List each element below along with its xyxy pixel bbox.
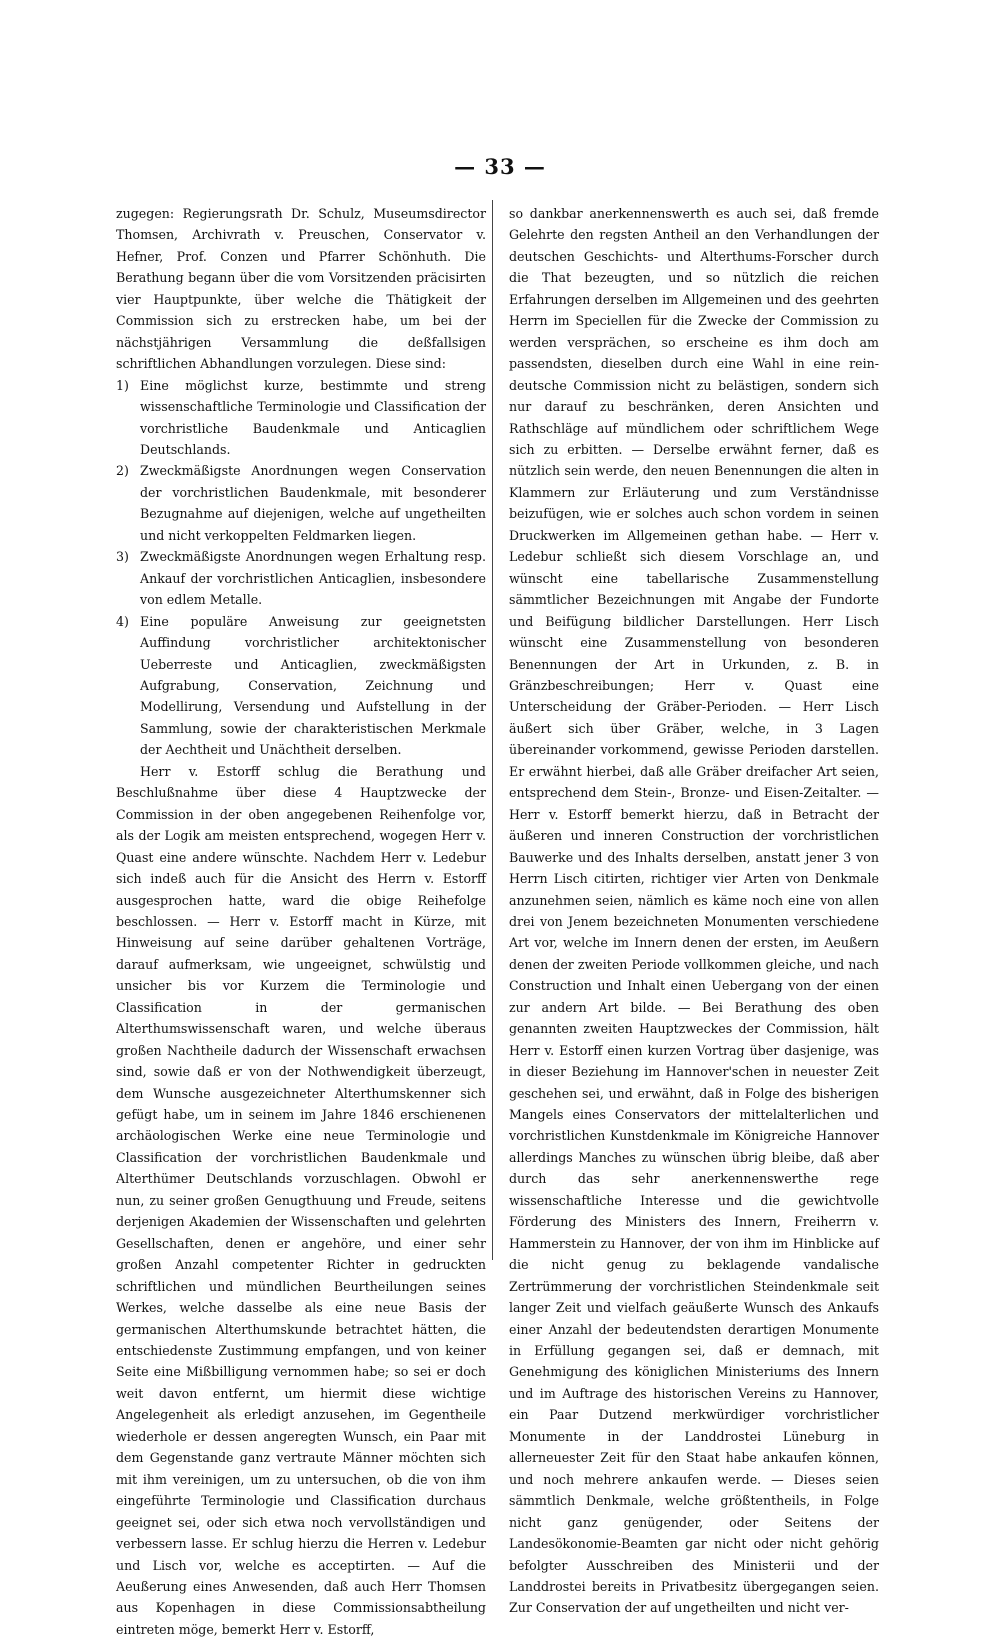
list-item-number: 3) (116, 549, 129, 565)
intro-paragraph: zugegen: Regierungsrath Dr. Schulz, Museumsdirector Thomsen, Archivrath v. Preuschen, Conservator v. Hefner, Prof. Conzen und Pfarrer Schönhuth. Die Berathung begann über die vom Vorsitzenden präcisirten vier Hauptpunkte, über welche die Thätigkeit der Commission sich zu erstrecken habe, um bei der nächstjährigen Versammlung die deßfallsigen schriftlichen Abhandlungen vorzulegen. Diese sind: (116, 206, 486, 372)
list-item-number: 1) (116, 377, 129, 393)
list-item (116, 460, 486, 546)
point-list (116, 375, 486, 761)
list-item (116, 546, 486, 610)
list-item (116, 375, 486, 461)
column-rule (492, 200, 493, 1260)
list-item-text: Eine möglichst kurze, bestimmte und streng wissenschaftliche Terminologie und Classification der vorchristliche Baudenkmale und Anticaglien Deutschlands. (140, 377, 486, 457)
list-item-number: 2) (116, 463, 129, 479)
list-item-text: Eine populäre Anweisung zur geeignetsten Auffindung vorchristlicher architektonischer Ueberreste und Anticaglien, zweckmäßigsten Aufgrabung, Conservation, Zeichnung und Modellirung, Versendung und Aufstellung in der Sammlung, sowie der charakteristischen Merkmale der Aechtheit und Unächtheit derselben. (140, 613, 486, 758)
list-item-text: Zweckmäßigste Anordnungen wegen Erhaltung resp. Ankauf der vorchristlichen Anticaglien, insbesondere von edlem Metalle. (140, 549, 486, 608)
list-item-number: 4) (116, 613, 129, 629)
left-column (116, 203, 486, 1640)
list-item (116, 611, 486, 761)
page-number: — 33 — (454, 154, 546, 179)
list-item-text: Zweckmäßigste Anordnungen wegen Conservation der vorchristlichen Baudenkmale, mit besonderer Bezugnahme auf diejenigen, welche auf ungetheilten und nicht verkoppelten Feldmarken liegen. (140, 463, 486, 543)
right-column (509, 203, 879, 1619)
body-paragraph: Herr v. Estorff schlug die Berathung und Beschlußnahme über diese 4 Hauptzwecke der Commission in der oben angegebenen Reihenfolge vor, als der Logik am meisten entsprechend, wogegen Herr v. Quast eine andere wünschte. Nachdem Herr v. Ledebur sich indeß auch für die Ansicht des Herrn v. Estorff ausgesprochen hatte, ward die obige Reihefolge beschlossen. — Herr v. Estorff macht in Kürze, mit Hinweisung auf seine darüber gehaltenen Vorträge, darauf aufmerksam, wie ungeeignet, schwülstig und unsicher bis vor Kurzem die Terminologie und Classification in der germanischen Alterthumswissenschaft waren, und welche überaus großen Nachtheile dadurch der Wissenschaft erwachsen sind, sowie daß er von der Nothwendigkeit überzeugt, dem Wunsche ausgezeichneter Alterthumskenner sich gefügt habe, um in seinem im Jahre 1846 erschienenen archäologischen Werke eine neue Terminologie und Classification der vorchristlichen Baudenkmale und Alterthümer Deutschlands vorzuschlagen. Obwohl er nun, zu seiner großen Genugthuung und Freude, seitens derjenigen Akademien der Wissenschaften und gelehrten Gesellschaften, denen er angehöre, und einer sehr großen Anzahl competenter Richter in gedruckten schriftlichen und mündlichen Beurtheilungen seines Werkes, welche dasselbe als eine neue Basis der germanischen Alterthumskunde betrachtet hätten, die entschiedenste Zustimmung empfangen, und von keiner Seite eine Mißbilligung vernommen habe; so sei er doch weit davon entfernt, um hiermit diese wichtige Angelegenheit als erledigt anzusehen, im Gegentheile wiederhole er dessen angeregten Wunsch, ein Paar mit dem Gegenstande ganz vertraute Männer möchten sich mit ihm vereinigen, um zu untersuchen, ob die von ihm eingeführte Terminologie und Classification durchaus geeignet sei, oder sich etwa noch vervollständigen und verbessern lasse. Er schlug hierzu die Herren v. Ledebur und Lisch vor, welche es acceptirten. — Auf die Aeußerung eines Anwesenden, daß auch Herr Thomsen aus Kopenhagen in diese Commissionsabtheilung eintreten möge, bemerkt Herr v. Estorff, (116, 763, 486, 1637)
body-paragraph: so dankbar anerkennenswerth es auch sei, daß fremde Gelehrte den regsten Antheil an den Verhandlungen der deutschen Geschichts- und Alterthums-Forscher durch die That bezeugten, und so nützlich die reichen Erfahrungen derselben im Allgemeinen und des geehrten Herrn im Speciellen für die Zwecke der Commission zu werden versprächen, so erscheine es ihm doch am passendsten, dieselben durch eine Wahl in eine rein-deutsche Commission nicht zu belästigen, sondern sich nur darauf zu beschränken, deren Ansichten und Rathschläge auf mündlichem oder schriftlichem Wege sich zu erbitten. — Derselbe erwähnt ferner, daß es nützlich sein werde, den neuen Benennungen die alten in Klammern zur Erläuterung und zum Verständnisse beizufügen, wie er solches auch schon vordem in seinen Druckwerken im Allgemeinen gethan habe. — Herr v. Ledebur schließt sich diesem Vorschlage an, und wünscht eine tabellarische Zusammenstellung sämmtlicher Bezeichnungen mit Angabe der Fundorte und Beifügung bildlicher Darstellungen. Herr Lisch wünscht eine Zusammenstellung von besonderen Benennungen der Art in Urkunden, z. B. in Gränzbeschreibungen; Herr v. Quast eine Unterscheidung der Gräber-Perioden. — Herr Lisch äußert sich über Gräber, welche, in 3 Lagen übereinander vorkommend, gewisse Perioden darstellen. Er erwähnt hierbei, daß alle Gräber dreifacher Art seien, entsprechend dem Stein-, Bronze- und Eisen-Zeitalter. — Herr v. Estorff bemerkt hierzu, daß in Betracht der äußeren und inneren Construction der vorchristlichen Bauwerke und des Inhalts derselben, anstatt jener 3 von Herrn Lisch citirten, richtiger vier Arten von Denkmale anzunehmen seien, nämlich es käme noch eine von allen drei von Jenem bezeichneten Monumenten verschiedene Art vor, welche im Innern denen der ersten, im Aeußern denen der zweiten Periode vollkommen gleiche, und nach Construction und Inhalt einen Uebergang von der einen zur andern Art bilde. — Bei Berathung des oben genannten zweiten Hauptzweckes der Commission, hält Herr v. Estorff einen kurzen Vortrag über dasjenige, was in dieser Beziehung im Hannover'schen in neuester Zeit geschehen sei, und erwähnt, daß in Folge des bisherigen Mangels eines Conservators der mittelalterlichen und vorchristlichen Kunstdenkmale im Königreiche Hannover allerdings Manches zu wünschen übrig bleibe, daß aber durch das sehr anerkennenswerthe rege wissenschaftliche Interesse und die gewichtvolle Förderung des Ministers des Innern, Freiherrn v. Hammerstein zu Hannover, der von ihm im Hinblicke auf die nicht genug zu beklagende vandalische Zertrümmerung der vorchristlichen Steindenkmale seit langer Zeit und vielfach geäußerte Wunsch des Ankaufs einer Anzahl der bedeutendsten derartigen Monumente in Erfüllung gegangen sei, daß er demnach, mit Genehmigung des königlichen Ministeriums des Innern und im Auftrage des historischen Vereins zu Hannover, ein Paar Dutzend merkwürdiger vorchristlicher Monumente in der Landdrostei Lüneburg in allerneuester Zeit für den Staat habe ankaufen können, und noch mehrere ankaufen werde. — Dieses seien sämmtlich Denkmale, welche größtentheils, in Folge nicht ganz genügender, oder Seitens der Landesökonomie-Beamten gar nicht oder nicht gehörig befolgter Ausschreiben des Ministerii und der Landdrostei bereits in Privatbesitz übergegangen seien. Zur Conservation der auf ungetheilten und nicht ver- (509, 206, 879, 1616)
